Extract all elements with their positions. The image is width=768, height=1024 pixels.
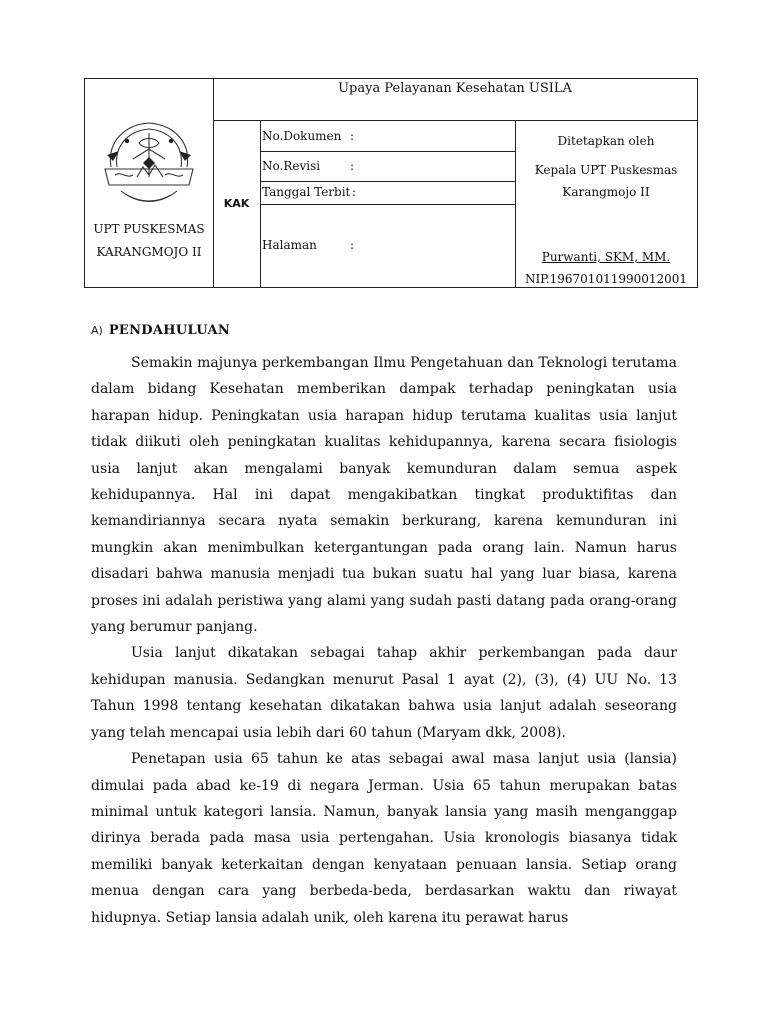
field-separator: : [350, 159, 355, 173]
approval-office: Karangmojo II [562, 185, 650, 199]
document-header-table [84, 78, 698, 288]
field-label: Tanggal Terbit [262, 185, 351, 199]
paragraph-2: Usia lanjut dikatakan sebagai tahap akhir perkembangan pada daur kehidupan manusia. Sedangkan menurut Pasal 1 ayat (2), (3), (4) UU No. 13 Tahun 1998 tentang kesehatan dikatakan bahwa usia lanjut adalah seseorang yang telah mencapai usia lebih dari 60 tahun (Maryam dkk, 2008). [91, 645, 677, 741]
paragraph-3: Penetapan usia 65 tahun ke atas sebagai awal masa lanjut usia (lansia) dimulai pada abad ke-19 di negara Jerman. Usia 65 tahun merupakan batas minimal untuk kategori lansia. Namun, banyak lansia yang masih menganggap dirinya berada pada masa usia pertengahan. Usia kronologis biasanya tidak memiliki banyak keterkaitan dengan kenyataan penuaan lansia. Setiap orang menua dengan cara yang berbeda-beda, berdasarkan waktu dan riwayat hidupnya. Setiap lansia adalah unik, oleh karena itu perawat harus [91, 751, 677, 926]
header-divider [213, 79, 214, 287]
section-number: A) [91, 324, 103, 337]
header-divider [260, 151, 515, 152]
org-name-line1: UPT PUSKESMAS [93, 222, 205, 236]
approver-nip: NIP.196701011990012001 [524, 272, 688, 286]
field-tanggal-terbit [262, 185, 357, 199]
field-label: Halaman [262, 238, 317, 252]
section-heading [91, 322, 677, 340]
document-title: Upaya Pelayanan Kesehatan USILA [338, 81, 572, 96]
field-separator: : [352, 185, 357, 199]
field-label: No.Dokumen [262, 129, 342, 143]
header-divider [213, 120, 697, 121]
approval-label: Ditetapkan oleh [557, 134, 655, 148]
gunungkidul-crest-icon [97, 115, 201, 205]
header-divider [260, 181, 515, 182]
doc-type-label: KAK [223, 197, 250, 210]
section-title: PENDAHULUAN [108, 323, 231, 338]
field-no-revisi [262, 159, 355, 173]
org-name-line2: KARANGMOJO II [96, 245, 202, 259]
field-halaman [262, 238, 355, 252]
approver-name: Purwanti, SKM, MM. [541, 250, 671, 264]
field-separator: : [350, 238, 355, 252]
field-label: No.Revisi [262, 159, 321, 173]
header-divider [260, 204, 515, 205]
document-body [91, 322, 677, 926]
field-separator: : [350, 129, 355, 143]
paragraph-1: Semakin majunya perkembangan Ilmu Pengetahuan dan Teknologi terutama dalam bidang Kesehatan memberikan dampak terhadap peningkatan usia harapan hidup. Peningkatan usia harapan hidup terutama kualitas usia lanjut tidak diikuti oleh peningkatan kualitas kehidupannya, karena secara fisiologis usia lanjut akan mengalami banyak kemunduran dalam semua aspek kehidupannya. Hal ini dapat mengakibatkan tingkat produktifitas dan kemandiriannya secara nyata semakin berkurang, karena kemunduran ini mungkin akan menimbulkan ketergantungan pada orang lain. Namun harus disadari bahwa manusia menjadi tua bukan suatu hal yang luar biasa, karena proses ini adalah peristiwa yang alami yang sudah pasti datang pada orang-orang yang berumur panjang. [91, 355, 677, 636]
field-no-dokumen [262, 129, 355, 143]
approval-position: Kepala UPT Puskesmas [534, 163, 678, 177]
